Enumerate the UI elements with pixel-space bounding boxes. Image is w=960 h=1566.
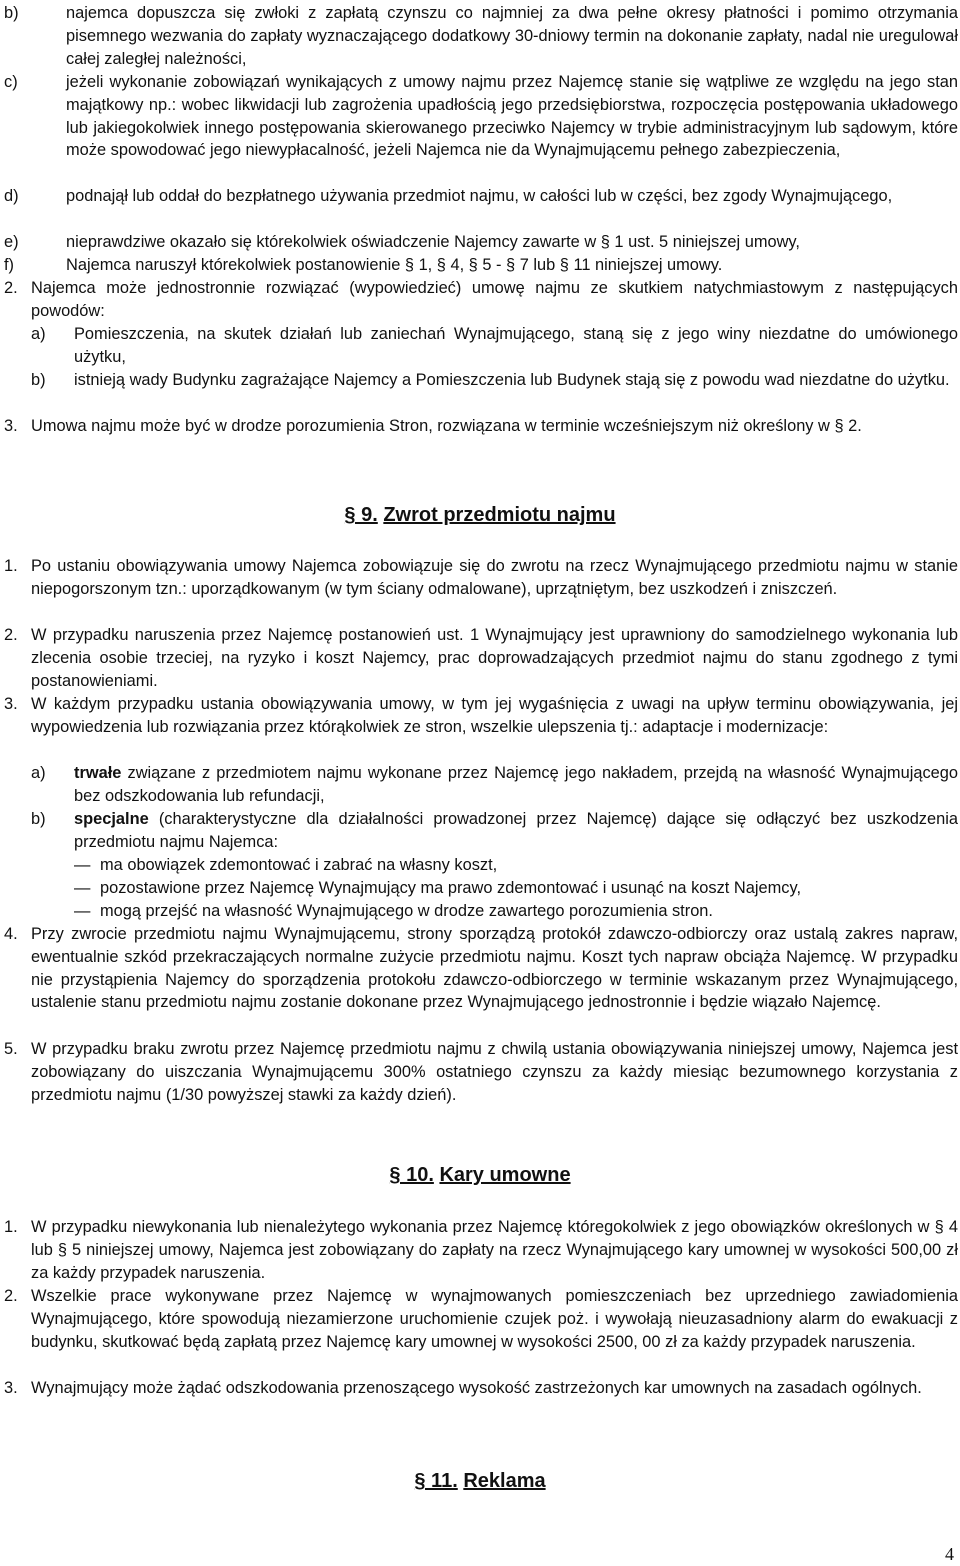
item-label: b) [31,810,46,828]
section-11-heading [0,1468,960,1494]
item-text: Wynajmujący może żądać odszkodowania przenoszącego wysokość zastrzeżonych kar umownych na zasadach ogólnych. [31,1379,922,1397]
item-text: W każdym przypadku ustania obowiązywania umowy, w tym jej wygaśnięcia z uwagi na upływ terminu obowiązywania, jej wypowiedzenia lub rozwiązania przez którąkolwiek ze stron, wszelkie ulepszenia tj.: adaptacje i modernizacje: [31,695,958,736]
item-text: Pomieszczenia, na skutek działań lub zaniechań Wynajmującego, staną się z jego winy niezdatne do umówionego użytku, [74,325,958,366]
item-bold-term: specjalne [74,810,149,828]
item-text: nieprawdziwe okazało się którekolwiek oświadczenie Najemcy zawarte w § 1 ust. 5 niniejszej umowy, [66,233,800,251]
item-label: 4. [4,925,18,943]
item-label: 3. [4,417,18,435]
section-title: Kary umowne [439,1164,571,1186]
item-label: 1. [4,557,18,575]
clause-c [4,71,958,162]
item-label: 2. [4,626,18,644]
item-text: ma obowiązek zdemontować i zabrać na własny koszt, [100,856,498,874]
item-text: Po ustaniu obowiązywania umowy Najemca zobowiązuje się do zwrotu na rzecz Wynajmującego przedmiotu najmu w stanie niepogorszonym tzn.: uporządkowanym (w tym ściany odmalowane), uprzątniętym, bez uszkodzeń i zniszczeń. [31,557,958,598]
item-text: istnieją wady Budynku zagrażające Najemcy a Pomieszczenia lub Budynek stają się z powodu wad niezdatne do użytku. [74,371,950,389]
item-text: jeżeli wykonanie zobowiązań wynikających z umowy najmu przez Najemcę stanie się wątpliwe ze względu na jego stan majątkowy np.: wobec likwidacji lub zagrożenia upadłością jego przedsiębiorstwa, rozpoczęcia postępowania układowego lub jakiegokolwiek innego postępowania skierowanego przeciwko Najemcy w trybie administracyjnym lub sądowym, które może spowodować jego niewypłacalność, jeżeli Najemca nie da Wynajmującemu pełnego zabezpieczenia, [66,73,958,160]
item-text: Przy zwrocie przedmiotu najmu Wynajmującemu, strony sporządzą protokół zdawczo-odbiorczy oraz ustalą zakres napraw, ewentualnie szkód przekraczających normalne zużycie przedmiotu najmu. Koszt tych napraw obciąża Najemcę. W przypadku nie przystąpienia Najemcy do sporządzenia protokołu zdawczo-odbiorczego w terminie wskazanym przez Wynajmującego, ustalenie stanu przedmiotu najmu zostanie dokonane przez Wynajmującego jednostronnie i będzie wiązało Najemcę. [31,925,958,1012]
paragraph-3 [4,415,958,438]
item-label: a) [31,764,46,782]
s9-dash-item-1 [4,854,958,877]
clause-d [4,185,958,208]
dash-bullet: — [74,856,91,874]
paragraph-2b [4,369,958,392]
item-text: W przypadku braku zwrotu przez Najemcę przedmiotu najmu z chwilą ustania obowiązywania niniejszej umowy, Najemca jest zobowiązany do uiszczania Wynajmującemu 300% ostatniego czynszu za każdy miesiąc bezumownego korzystania z przedmiotu najmu (1/30 powyższej stawki za każdy dzień). [31,1040,958,1104]
clause-f [4,254,958,277]
clause-b [4,2,958,70]
s10-paragraph-1 [4,1216,958,1284]
item-text: Umowa najmu może być w drodze porozumienia Stron, rozwiązana w terminie wcześniejszym niż określony w § 2. [31,417,862,435]
item-text: Najemca naruszył którekolwiek postanowienie § 1, § 4, § 5 - § 7 lub § 11 niniejszej umowy. [66,256,723,274]
section-number: § 9. [344,504,378,526]
s9-paragraph-5 [4,1038,958,1106]
s9-paragraph-3 [4,693,958,739]
item-label: 1. [4,1218,18,1236]
item-text: Najemca może jednostronnie rozwiązać (wypowiedzieć) umowę najmu ze skutkiem natychmiastowym z następujących powodów: [31,279,958,320]
paragraph-2a [4,323,958,369]
s9-paragraph-4 [4,923,958,1014]
item-text: podnajął lub oddał do bezpłatnego używania przedmiot najmu, w całości lub w części, bez zgody Wynajmującego, [66,187,893,205]
s9-paragraph-2 [4,624,958,692]
section-9-heading [0,502,960,528]
section-title: Reklama [463,1470,546,1492]
paragraph-2 [4,277,958,323]
item-label: 3. [4,695,18,713]
item-text: W przypadku niewykonania lub nienależytego wykonania przez Najemcę któregokolwiek z jego obowiązków określonych w § 4 lub § 5 niniejszej umowy, Najemca jest zobowiązany do zapłaty na rzecz Wynajmującego kary umownej w wysokości 500,00 zł za każdy przypadek naruszenia. [31,1218,958,1282]
dash-bullet: — [74,879,91,897]
section-10-heading [0,1162,960,1188]
page-number: 4 [945,1544,954,1564]
item-label: b) [31,371,46,389]
item-label: d) [4,187,19,205]
item-bold-term: trwałe [74,764,122,782]
s9-paragraph-1 [4,555,958,601]
item-text: pozostawione przez Najemcę Wynajmujący ma prawo zdemontować i usunąć na koszt Najemcy, [100,879,802,897]
item-label: b) [4,4,19,22]
item-label: 3. [4,1379,18,1397]
dash-bullet: — [74,902,91,920]
s9-dash-item-2 [4,877,958,900]
item-label: f) [4,256,15,274]
item-text: najemca dopuszcza się zwłoki z zapłatą czynszu co najmniej za dwa pełne okresy płatności i pomimo otrzymania pisemnego wezwania do zapłaty wyznaczającego dodatkowy 30-dniowy termin na dokonanie zapłaty, nadal nie uregulował całej zaległej należności, [66,4,958,68]
s10-paragraph-2 [4,1285,958,1353]
s9-dash-item-3 [4,900,958,923]
section-number: § 11. [414,1470,458,1492]
s10-paragraph-3 [4,1377,958,1400]
s9-paragraph-3a [4,762,958,808]
item-text: mogą przejść na własność Wynajmującego w drodze zawartego porozumienia stron. [100,902,713,920]
item-text: W przypadku naruszenia przez Najemcę postanowień ust. 1 Wynajmujący jest uprawniony do samodzielnego wykonania lub zlecenia osobie trzeciej, na ryzyko i koszt Najemcy, prac doprowadzających przedmiot najmu do stanu zgodnego z tymi postanowieniami. [31,626,958,690]
clause-e [4,231,958,254]
item-label: 2. [4,279,18,297]
item-label: 2. [4,1287,18,1305]
item-label: a) [31,325,46,343]
item-label: 5. [4,1040,18,1058]
item-text: Wszelkie prace wykonywane przez Najemcę w wynajmowanych pomieszczeniach bez uprzedniego zawiadomienia Wynajmującego, które spowodują niezamierzone uruchomienie czujek poż. i wywołają nieuzasadniony alarm do ewakuacji z budynku, skutkować będą zapłatą przez Najemcę kary umownej w wysokości 2500, 00 zł za każdy przypadek naruszenia. [31,1287,958,1351]
item-label: e) [4,233,19,251]
s9-paragraph-3b [4,808,958,854]
item-label: c) [4,73,18,91]
section-title: Zwrot przedmiotu najmu [383,504,616,526]
item-text: związane z przedmiotem najmu wykonane przez Najemcę jego nakładem, przejdą na własność Wynajmującego bez odszkodowania lub refundacji, [74,764,958,805]
item-text: (charakterystyczne dla działalności prowadzonej przez Najemcę) dające się odłączyć bez uszkodzenia przedmiotu najmu Najemca: [74,810,958,851]
section-number: § 10. [389,1164,434,1186]
